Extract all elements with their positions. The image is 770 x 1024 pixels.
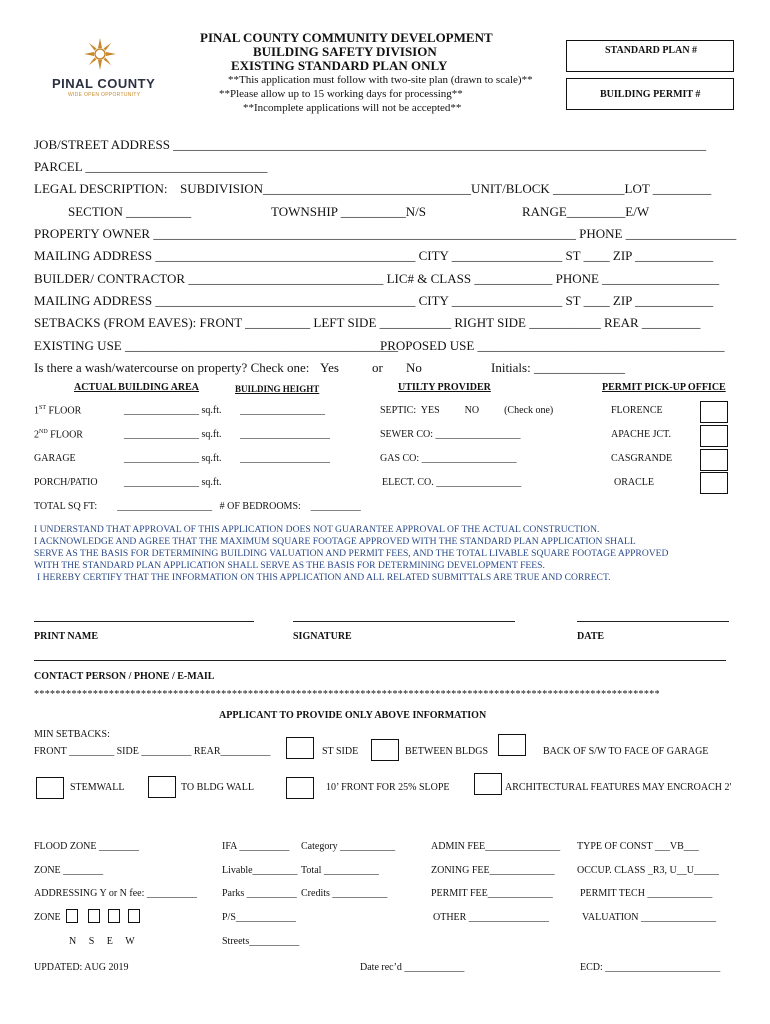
header-title-3: EXISTING STANDARD PLAN ONLY [231, 58, 448, 73]
contact-line[interactable] [34, 660, 726, 661]
credits-field[interactable]: Credits ___________ [301, 888, 388, 899]
nsew-labels: N S E W [69, 936, 135, 947]
initials-field[interactable]: Initials: ______________ [491, 360, 625, 375]
apache-jct-checkbox[interactable] [700, 425, 728, 447]
floor2-height-field[interactable]: __________________ [240, 429, 330, 440]
updated-date: UPDATED: AUG 2019 [34, 962, 129, 973]
header-note-3: **Incomplete applications will not be accepted** [243, 102, 462, 114]
admin-fee-field[interactable]: ADMIN FEE_______________ [431, 841, 561, 852]
certification-line-4: WITH THE STANDARD PLAN APPLICATION SHALL SERVE AS THE BASIS FOR DETERMINING DEVELOPMENT FEES. [34, 560, 545, 571]
date-label: DATE [577, 631, 605, 642]
height-header: BUILDING HEIGHT [235, 384, 320, 394]
utility-header: UTILTY PROVIDER [398, 382, 491, 393]
existing-use-field[interactable]: EXISTING USE __________________________________________ [34, 338, 398, 353]
floor1-height-field[interactable]: _________________ [240, 405, 325, 416]
streets-field[interactable]: Streets__________ [222, 936, 300, 947]
building-permit-label: BUILDING PERMIT # [600, 89, 701, 100]
floor2-label: 2ND FLOOR [34, 429, 83, 441]
back-sw-checkbox[interactable] [498, 734, 526, 756]
wash-question: Is there a wash/watercourse on property? Check one: [34, 360, 310, 375]
print-name-line[interactable] [34, 621, 254, 622]
zone-field[interactable]: ZONE ________ [34, 865, 104, 876]
wash-or-label: or [372, 360, 383, 375]
section-field[interactable]: SECTION __________ [68, 204, 192, 219]
floor1-sqft-field[interactable]: _______________ sq.ft. [124, 405, 222, 416]
logo-name: PINAL COUNTY [52, 76, 156, 91]
floor2-sqft-field[interactable]: _______________ sq.ft. [124, 429, 222, 440]
signature-line[interactable] [293, 621, 515, 622]
header-note-2: **Please allow up to 15 working days for processing** [219, 88, 463, 100]
actual-area-header: ACTUAL BUILDING AREA [74, 382, 200, 393]
min-setbacks-label: MIN SETBACKS: [34, 729, 110, 740]
certification-line-5: I HEREBY CERTIFY THAT THE INFORMATION ON THIS APPLICATION AND ALL RELATED SUBMITTALS ARE TRUE AND CORRECT. [37, 572, 611, 583]
st-side-label: ST SIDE [322, 746, 359, 757]
parcel-field[interactable]: PARCEL ____________________________ [34, 159, 268, 174]
signature-label: SIGNATURE [293, 631, 352, 642]
legal-description-label: LEGAL DESCRIPTION: [34, 181, 168, 196]
office-casgrande: CASGRANDE [611, 453, 673, 464]
ecd-field[interactable]: ECD: _______________________ [580, 962, 721, 973]
zone-checkbox-2[interactable] [88, 909, 100, 923]
office-oracle: ORACLE [614, 477, 654, 488]
stemwall-label: STEMWALL [70, 782, 125, 793]
floor1-label: 1ST FLOOR [34, 405, 82, 417]
builder-mailing-address-field[interactable]: MAILING ADDRESS ________________________________________ CITY _________________ ST ____ ZIP ____________ [34, 293, 714, 308]
subdivision-field[interactable]: SUBDIVISION________________________________UNIT/BLOCK ___________LOT _________ [180, 181, 712, 196]
header-title-1: PINAL COUNTY COMMUNITY DEVELOPMENT [200, 30, 493, 45]
total-field[interactable]: Total ___________ [301, 865, 379, 876]
zone-checkbox-1[interactable] [66, 909, 78, 923]
zone-checkbox-4[interactable] [128, 909, 140, 923]
zone-checkbox-3[interactable] [108, 909, 120, 923]
permit-tech-field[interactable]: PERMIT TECH _____________ [580, 888, 713, 899]
front-slope-label: 10’ FRONT FOR 25% SLOPE [326, 782, 450, 793]
office-apache-jct: APACHE JCT. [611, 429, 672, 440]
florence-checkbox[interactable] [700, 401, 728, 423]
zoning-fee-field[interactable]: ZONING FEE_____________ [431, 865, 555, 876]
sewer-co-field[interactable]: SEWER CO: _________________ [380, 429, 521, 440]
other-field[interactable]: OTHER ________________ [433, 912, 549, 923]
owner-mailing-address-field[interactable]: MAILING ADDRESS ________________________________________ CITY _________________ ST ____ ZIP ____________ [34, 248, 714, 263]
to-bldg-wall-label: TO BLDG WALL [181, 782, 254, 793]
office-florence: FLORENCE [611, 405, 663, 416]
township-field[interactable]: TOWNSHIP __________N/S [271, 204, 426, 219]
back-sw-label: BACK OF S/W TO FACE OF GARAGE [543, 746, 709, 757]
standard-plan-label: STANDARD PLAN # [605, 45, 698, 56]
property-owner-field[interactable]: PROPERTY OWNER _________________________________________________________________ PHONE _________________ [34, 226, 737, 241]
print-name-label: PRINT NAME [34, 631, 98, 642]
occup-class-field[interactable]: OCCUP. CLASS _R3, U__U_____ [577, 865, 719, 876]
header-note-1: **This application must follow with two-site plan (drawn to scale)** [228, 74, 533, 86]
job-street-field[interactable]: JOB/STREET ADDRESS __________________________________________________________________________________ [34, 137, 707, 152]
ps-field[interactable]: P/S____________ [222, 912, 296, 923]
elect-co-field[interactable]: ELECT. CO. _________________ [382, 477, 522, 488]
front-slope-checkbox[interactable] [286, 777, 314, 799]
zone-checkbox-label: ZONE [34, 912, 61, 923]
wash-yes-option[interactable]: Yes [320, 360, 339, 375]
header-title-2: BUILDING SAFETY DIVISION [253, 44, 437, 59]
star-divider: ********************************************************************************************************************* [34, 689, 660, 700]
setbacks-field[interactable]: SETBACKS (FROM EAVES): FRONT __________ LEFT SIDE ___________ RIGHT SIDE ___________ REAR _________ [34, 315, 701, 330]
certification-line-1: I UNDERSTAND THAT APPROVAL OF THIS APPLICATION DOES NOT GUARANTEE APPROVAL OF THE ACTUAL CONSTRUCTION. [34, 524, 600, 535]
category-field[interactable]: Category ___________ [301, 841, 396, 852]
ifa-field[interactable]: IFA __________ [222, 841, 290, 852]
between-bldgs-label: BETWEEN BLDGS [405, 746, 489, 757]
porch-patio-label: PORCH/PATIO [34, 477, 98, 488]
type-of-const-field[interactable]: TYPE OF CONST ___VB___ [577, 841, 699, 852]
date-received-field[interactable]: Date rec’d ____________ [360, 962, 465, 973]
oracle-checkbox[interactable] [700, 472, 728, 494]
garage-label: GARAGE [34, 453, 76, 464]
septic-field[interactable]: SEPTIC: YES NO (Check one) [380, 405, 554, 416]
total-sqft-bedrooms-field[interactable]: TOTAL SQ FT: ___________________ # OF BEDROOMS: __________ [34, 501, 361, 512]
casgrande-checkbox[interactable] [700, 449, 728, 471]
addressing-field[interactable]: ADDRESSING Y or N fee: __________ [34, 888, 197, 899]
proposed-use-field[interactable]: PROPOSED USE ______________________________________ [380, 338, 725, 353]
gas-co-field[interactable]: GAS CO: ___________________ [380, 453, 517, 464]
certification-line-2: I ACKNOWLEDGE AND AGREE THAT THE MAXIMUM SQUARE FOOTAGE APPROVED WITH THE STANDARD PLAN APPLICATION SHALL [34, 536, 636, 547]
st-side-checkbox[interactable] [286, 737, 314, 759]
arch-features-checkbox[interactable] [474, 773, 502, 795]
pinal-county-sun-logo [82, 36, 118, 72]
to-bldg-wall-checkbox[interactable] [148, 776, 176, 798]
contact-person-label: CONTACT PERSON / PHONE / E-MAIL [34, 671, 215, 682]
front-side-rear-field[interactable]: FRONT _________ SIDE __________ REAR__________ [34, 746, 271, 757]
certification-line-3: SERVE AS THE BASIS FOR DETERMINING BUILDING VALUATION AND PERMIT FEES, AND THE TOTAL LIVABLE SQUARE FOOTAGE APPROVED [34, 548, 669, 559]
date-line[interactable] [577, 621, 729, 622]
permit-fee-field[interactable]: PERMIT FEE_____________ [431, 888, 553, 899]
between-bldgs-checkbox[interactable] [371, 739, 399, 761]
applicant-note: APPLICANT TO PROVIDE ONLY ABOVE INFORMATION [219, 710, 487, 721]
porch-sqft-field[interactable]: _______________ sq.ft. [124, 477, 222, 488]
pickup-office-header: PERMIT PICK-UP OFFICE [602, 382, 726, 393]
valuation-field[interactable]: VALUATION _______________ [582, 912, 716, 923]
stemwall-checkbox[interactable] [36, 777, 64, 799]
arch-features-label: ARCHITECTURAL FEATURES MAY ENCROACH 2' [505, 782, 732, 793]
wash-no-option[interactable]: No [406, 360, 422, 375]
livable-field[interactable]: Livable_________ [222, 865, 298, 876]
range-field[interactable]: RANGE_________E/W [522, 204, 650, 219]
garage-height-field[interactable]: __________________ [240, 453, 330, 464]
garage-sqft-field[interactable]: _______________ sq.ft. [124, 453, 222, 464]
logo-tagline: WIDE OPEN OPPORTUNITY [68, 92, 141, 98]
builder-contractor-field[interactable]: BUILDER/ CONTRACTOR ______________________________ LIC# & CLASS ____________ PHONE __________________ [34, 271, 720, 286]
parks-field[interactable]: Parks __________ [222, 888, 297, 899]
flood-zone-field[interactable]: FLOOD ZONE ________ [34, 841, 139, 852]
